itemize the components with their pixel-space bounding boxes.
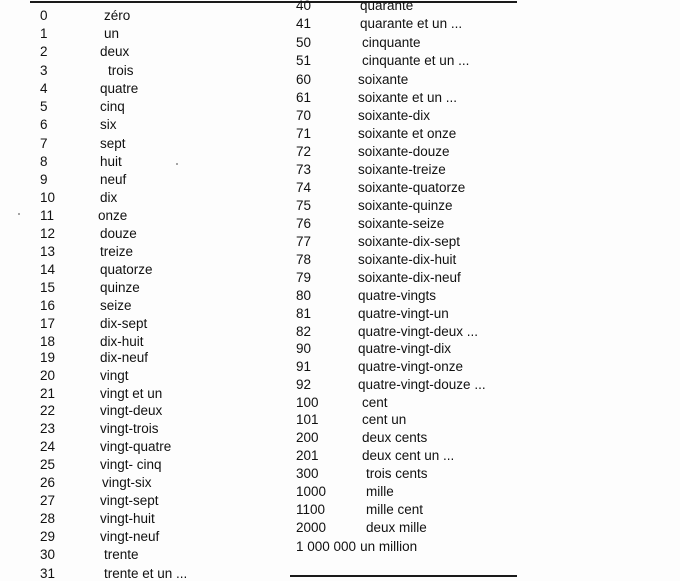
numeral: 13: [40, 244, 56, 259]
french-word: quatorze: [100, 262, 153, 277]
scan-speck: [18, 213, 20, 215]
french-word: cent: [362, 395, 388, 410]
french-word: soixante-treize: [358, 162, 446, 177]
french-word: neuf: [100, 172, 127, 187]
french-word: onze: [98, 208, 128, 223]
french-word: six: [100, 117, 117, 132]
french-word: vingt-six: [102, 475, 152, 490]
french-word: cinquante et un ...: [362, 53, 470, 68]
french-word: vingt-deux: [100, 403, 163, 418]
numeral: 11: [40, 208, 55, 223]
french-word: deux mille: [366, 520, 427, 535]
numeral: 92: [296, 377, 312, 392]
french-word: vingt-trois: [100, 421, 159, 436]
numeral: 26: [40, 475, 56, 490]
french-word: quarante et un ...: [360, 16, 463, 31]
numeral: 10: [40, 190, 56, 205]
numeral: 2000: [296, 520, 327, 535]
french-word: soixante et un ...: [358, 90, 458, 105]
numeral: 12: [40, 226, 56, 241]
numeral: 91: [296, 359, 312, 374]
french-word: vingt-huit: [100, 511, 155, 526]
french-word: trente: [104, 547, 139, 562]
numeral: 200: [296, 430, 319, 445]
french-word: soixante-douze: [358, 144, 450, 159]
numeral: 7: [40, 136, 48, 151]
french-word: quarante: [360, 0, 414, 13]
numeral: 5: [40, 99, 48, 114]
french-word: soixante-dix: [358, 108, 431, 123]
numeral: 24: [40, 439, 56, 454]
numeral: 101: [296, 412, 319, 427]
numeral: 3: [40, 63, 48, 78]
french-word: quatre-vingt-deux ...: [358, 324, 479, 339]
french-word: soixante et onze: [358, 126, 457, 141]
numeral: 82: [296, 324, 312, 339]
numeral: 19: [40, 350, 56, 365]
numeral: 75: [296, 198, 312, 213]
numeral: 18: [40, 334, 56, 349]
french-word: treize: [100, 244, 134, 259]
french-word: quatre-vingt-douze ...: [358, 377, 486, 392]
number-row: [296, 539, 417, 555]
french-word: dix-huit: [100, 334, 144, 349]
numeral: 9: [40, 172, 48, 187]
french-word: dix-sept: [100, 316, 148, 331]
numeral: 50: [296, 35, 312, 50]
top-rule: [30, 1, 517, 3]
french-word: vingt- cinq: [100, 457, 162, 472]
numeral: 22: [40, 403, 56, 418]
numeral: 21: [40, 386, 56, 401]
numeral: 1 000 000: [296, 539, 357, 554]
numeral: 81: [296, 306, 312, 321]
numeral: 15: [40, 280, 56, 295]
french-word: soixante-seize: [358, 216, 445, 231]
numeral: 72: [296, 144, 312, 159]
numeral: 76: [296, 216, 312, 231]
french-word: douze: [100, 226, 137, 241]
french-word: trois: [108, 63, 134, 78]
numeral: 73: [296, 162, 312, 177]
french-word: quatre-vingt-un: [358, 306, 449, 321]
numeral: 16: [40, 298, 56, 313]
french-word: vingt-neuf: [100, 529, 160, 544]
numeral: 6: [40, 117, 48, 132]
numeral: 28: [40, 511, 56, 526]
numeral: 40: [296, 0, 312, 13]
numeral: 77: [296, 234, 312, 249]
french-word: cinquante: [362, 35, 421, 50]
french-word: deux cents: [362, 430, 428, 445]
french-word: quatre-vingts: [358, 288, 437, 303]
numeral: 78: [296, 252, 312, 267]
french-word: un million: [360, 539, 418, 554]
numeral: 17: [40, 316, 56, 331]
scan-speck: [176, 163, 178, 165]
numeral: 30: [40, 547, 56, 562]
numeral: 29: [40, 529, 56, 544]
numeral: 20: [40, 368, 56, 383]
french-word: soixante: [358, 72, 409, 87]
french-word: quatre-vingt-onze: [358, 359, 464, 374]
french-word: mille: [366, 484, 394, 499]
french-word: vingt-quatre: [100, 439, 172, 454]
numeral: 0: [40, 8, 48, 23]
french-word: deux cent un ...: [362, 448, 455, 463]
french-word: huit: [100, 154, 122, 169]
french-word: quatre-vingt-dix: [358, 341, 452, 356]
french-word: un: [104, 26, 120, 41]
french-word: vingt et un: [100, 386, 163, 401]
french-word: sept: [100, 136, 126, 151]
french-word: soixante-dix-sept: [358, 234, 461, 249]
numeral: 80: [296, 288, 312, 303]
french-word: quinze: [100, 280, 140, 295]
french-word: soixante-dix-neuf: [358, 270, 461, 285]
numeral: 60: [296, 72, 312, 87]
french-word: soixante-dix-huit: [358, 252, 457, 267]
numeral: 51: [296, 53, 312, 68]
numeral: 300: [296, 466, 319, 481]
numeral: 71: [296, 126, 312, 141]
numeral: 8: [40, 154, 48, 169]
numeral: 201: [296, 448, 319, 463]
french-word: quatre: [100, 81, 139, 96]
numeral: 25: [40, 457, 56, 472]
numeral: 100: [296, 395, 319, 410]
numeral: 31: [40, 566, 56, 581]
french-word: mille cent: [366, 502, 424, 517]
numeral: 1100: [296, 502, 326, 517]
numeral: 74: [296, 180, 312, 195]
numeral: 14: [40, 262, 56, 277]
french-word: trente et un ...: [104, 566, 188, 581]
bottom-rule: [290, 575, 517, 577]
french-word: vingt-sept: [100, 493, 159, 508]
numeral: 2: [40, 44, 48, 59]
numeral: 27: [40, 493, 56, 508]
french-word: cinq: [100, 99, 125, 114]
french-word: dix: [100, 190, 118, 205]
numeral: 70: [296, 108, 312, 123]
french-word: seize: [100, 298, 132, 313]
french-word: trois cents: [366, 466, 428, 481]
french-word: soixante-quinze: [358, 198, 453, 213]
numeral: 79: [296, 270, 312, 285]
french-word: dix-neuf: [100, 350, 149, 365]
french-word: vingt: [100, 368, 129, 383]
french-word: cent un: [362, 412, 407, 427]
numeral: 1: [40, 26, 48, 41]
french-word: deux: [100, 44, 130, 59]
numeral: 4: [40, 81, 48, 96]
numeral: 61: [296, 90, 312, 105]
numeral: 1000: [296, 484, 327, 499]
numeral: 41: [296, 16, 312, 31]
french-word: soixante-quatorze: [358, 180, 466, 195]
numeral: 90: [296, 341, 312, 356]
numeral: 23: [40, 421, 56, 436]
french-word: zéro: [104, 8, 131, 23]
